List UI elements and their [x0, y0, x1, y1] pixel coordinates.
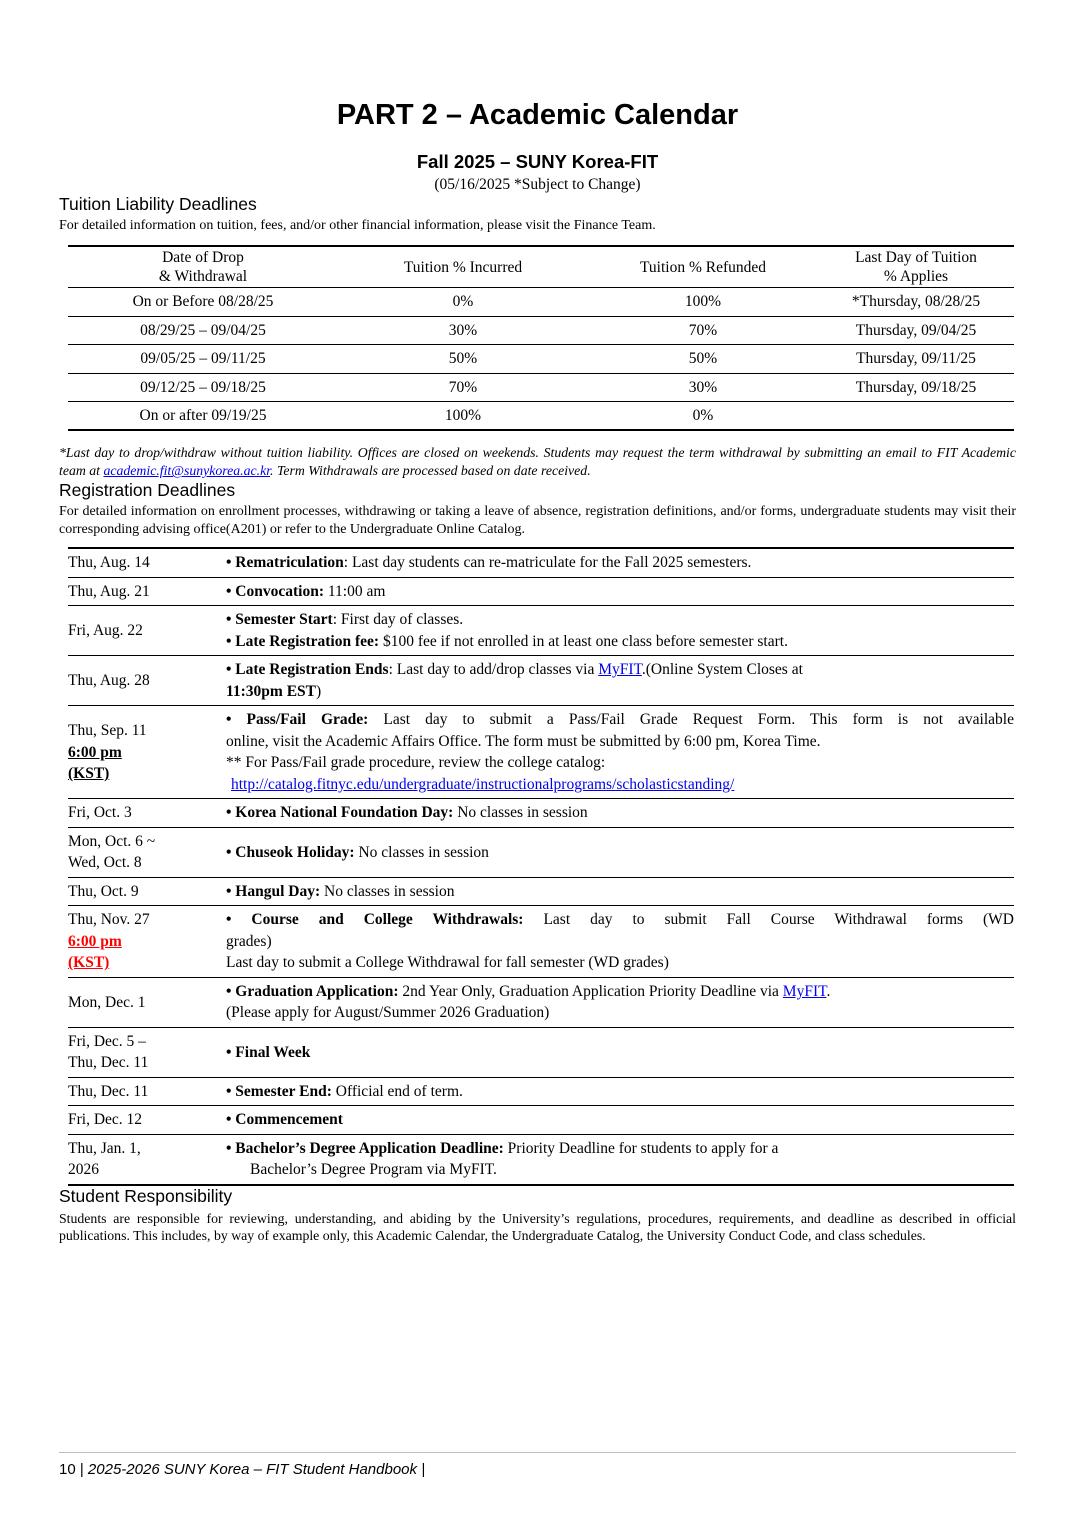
event-cell	[226, 827, 1014, 877]
text-segment: Last day to submit Fall Course Withdrawal forms (WD	[523, 911, 1014, 929]
date-line: Thu, Nov. 27	[68, 911, 150, 929]
date-cell	[68, 977, 226, 1027]
text-segment: • Chuseok Holiday:	[226, 843, 355, 861]
date-line: Thu, Dec. 11	[68, 1082, 149, 1100]
page-number: 10 |	[59, 1461, 88, 1478]
text-segment: • Bachelor’s Degree Application Deadline:	[226, 1139, 504, 1157]
text-segment: No classes in session	[320, 882, 455, 900]
event-text	[226, 981, 1014, 1003]
cell: On or Before 08/28/25	[68, 288, 338, 317]
cell: 0%	[338, 288, 588, 317]
date-cell	[68, 1027, 226, 1077]
event-text	[226, 1138, 1014, 1160]
tuition-table-header	[68, 246, 1014, 288]
cell: On or after 09/19/25	[139, 406, 267, 424]
table-row	[68, 977, 1014, 1027]
event-text	[226, 1002, 1014, 1024]
tuition-table	[68, 245, 1014, 432]
table-row	[68, 288, 1014, 317]
text-segment: • Pass/Fail Grade:	[226, 711, 369, 729]
cell	[818, 402, 1014, 431]
page-subtitle: Fall 2025 – SUNY Korea-FIT	[416, 151, 659, 173]
table-row	[68, 605, 1014, 655]
cell: Thursday, 09/18/25	[818, 373, 1014, 402]
registration-intro: For detailed information on enrollment processes, withdrawing or taking a leave of absence, registration definitions, and/or forms, undergraduate students may visit their corresponding advising office(A201) or refer to the Undergraduate Online Catalog.	[59, 504, 1016, 537]
date-line: 6:00 pm	[68, 743, 122, 761]
text-segment: : Last day to add/drop classes via	[388, 661, 599, 679]
event-cell	[226, 705, 1014, 798]
cell: Thursday, 09/11/25	[818, 345, 1014, 374]
text-segment: • Semester End:	[226, 1082, 332, 1100]
date-line: 6:00 pm	[68, 932, 122, 950]
email-link[interactable]: academic.fit@sunykorea.ac.kr	[103, 463, 271, 479]
column-header: Tuition % Incurred	[338, 246, 588, 288]
registration-table	[68, 547, 1014, 1186]
date-line: Fri, Oct. 3	[68, 804, 132, 822]
column-header: Tuition % Refunded	[588, 246, 818, 288]
text-segment: 11:00 am	[324, 582, 386, 600]
cell: 70%	[588, 316, 818, 345]
date-line: Thu, Sep. 11	[68, 722, 147, 740]
date-cell	[68, 1134, 226, 1184]
text-segment: $100 fee if not enrolled in at least one class before semester start.	[379, 632, 788, 650]
text-segment: • Final Week	[226, 1043, 311, 1061]
footnote-text: *Last day to drop/withdraw without tuition liability. Offices are closed on weekends. Students may request the term withdrawal by submitting an email to FIT Academic team at	[59, 445, 1016, 479]
text-segment: • Graduation Application:	[226, 982, 399, 1000]
date-cell	[68, 705, 226, 798]
date-cell	[68, 827, 226, 877]
text-segment: • Semester Start	[226, 611, 333, 629]
event-text	[226, 731, 1014, 753]
section-heading-responsibility: Student Responsibility	[59, 1185, 233, 1206]
table-row	[68, 577, 1014, 606]
event-text	[226, 659, 1014, 681]
date-line: Thu, Oct. 9	[68, 882, 139, 900]
table-row	[68, 549, 1014, 577]
date-cell	[68, 1077, 226, 1106]
date-line: Fri, Dec. 12	[68, 1111, 143, 1129]
cell: 70%	[338, 373, 588, 402]
event-cell	[226, 577, 1014, 606]
table-row	[68, 1027, 1014, 1077]
event-text	[226, 842, 1014, 864]
event-text	[226, 931, 1014, 953]
text-segment: Last day to submit a Pass/Fail Grade Request Form. This form is not available	[368, 711, 1014, 729]
event-text	[226, 681, 1014, 703]
event-text	[226, 909, 1014, 931]
myfit-link[interactable]: MyFIT	[782, 982, 827, 1000]
cell: *Thursday, 08/28/25	[818, 288, 1014, 317]
cell: 09/12/25 – 09/18/25	[68, 373, 338, 402]
text-segment: No classes in session	[453, 804, 588, 822]
event-cell	[226, 877, 1014, 906]
cell: 08/29/25 – 09/04/25	[68, 316, 338, 345]
table-row	[68, 655, 1014, 705]
column-header: Date of Drop & Withdrawal	[68, 246, 338, 288]
date-cell	[68, 549, 226, 577]
date-line: Thu, Dec. 11	[68, 1054, 149, 1072]
cell: 50%	[338, 345, 588, 374]
date-line: Mon, Oct. 6 ~	[68, 832, 156, 850]
table-row	[68, 827, 1014, 877]
table-row	[68, 1077, 1014, 1106]
text-segment: .	[826, 982, 831, 1000]
text-segment: • Korea National Foundation Day:	[226, 804, 454, 822]
cell: 50%	[588, 345, 818, 374]
event-cell	[226, 905, 1014, 977]
text-segment: : Last day students can re-matriculate for the Fall 2025 semesters.	[343, 554, 752, 572]
text-segment: • Hangul Day:	[226, 882, 321, 900]
event-text	[226, 1042, 1014, 1064]
subtitle-note: (05/16/2025 *Subject to Change)	[434, 176, 641, 194]
event-cell	[226, 977, 1014, 1027]
event-text	[226, 609, 1014, 631]
text-segment: • Course and College Withdrawals:	[226, 911, 524, 929]
date-cell	[68, 798, 226, 827]
text-segment: • Late Registration fee:	[226, 632, 380, 650]
date-cell	[68, 577, 226, 606]
text-segment: No classes in session	[354, 843, 489, 861]
table-row	[68, 877, 1014, 906]
event-cell	[226, 1134, 1014, 1184]
event-text	[226, 552, 1014, 574]
date-line: Fri, Dec. 5 –	[68, 1032, 146, 1050]
date-line: Thu, Jan. 1,	[68, 1139, 141, 1157]
text-segment: • Convocation:	[226, 582, 324, 600]
text-segment: Priority Deadline for students to apply for a	[503, 1139, 779, 1157]
event-text	[226, 1109, 1014, 1131]
event-text	[226, 631, 1014, 653]
event-cell	[226, 1027, 1014, 1077]
text-segment: Last day to submit a College Withdrawal for fall semester (WD grades)	[226, 954, 669, 972]
footnote-text: . Term Withdrawals are processed based on date received.	[270, 463, 591, 479]
event-cell	[226, 1077, 1014, 1106]
cell: 09/05/25 – 09/11/25	[68, 345, 338, 374]
date-line: Wed, Oct. 8	[68, 854, 142, 872]
table-row	[68, 345, 1014, 374]
responsibility-text: Students are responsible for reviewing, understanding, and abiding by the University’s regulations, procedures, requirements, and deadline as described in official publications. This includes, by way of example only, this Academic Calendar, the Undergraduate Catalog, the University Conduct Code, and class schedules.	[59, 1210, 1016, 1243]
event-text	[226, 1081, 1014, 1103]
event-text	[226, 1159, 1014, 1181]
cell: 30%	[588, 373, 818, 402]
catalog-link[interactable]: http://catalog.fitnyc.edu/undergraduate/instructionalprograms/scholasticstanding/	[231, 775, 735, 793]
tuition-footnote	[59, 444, 1016, 480]
table-row	[68, 1105, 1014, 1134]
date-line: Thu, Aug. 14	[68, 554, 150, 572]
column-header: Last Day of Tuition % Applies	[818, 246, 1014, 288]
event-cell	[226, 655, 1014, 705]
text-segment: .(Online System Closes at	[641, 661, 803, 679]
date-cell	[68, 877, 226, 906]
event-text	[226, 881, 1014, 903]
tuition-intro: For detailed information on tuition, fees, and/or other financial information, please visit the Finance Team.	[59, 218, 656, 234]
table-row	[68, 402, 1014, 431]
text-segment: (Please apply for August/Summer 2026 Graduation)	[226, 1004, 550, 1022]
table-row	[68, 1134, 1014, 1184]
table-row	[68, 905, 1014, 977]
date-line: 2026	[68, 1161, 99, 1179]
event-text	[226, 774, 1014, 796]
text-segment: Official end of term.	[331, 1082, 463, 1100]
date-line: Thu, Aug. 21	[68, 582, 150, 600]
table-row	[68, 316, 1014, 345]
event-text	[226, 952, 1014, 974]
text-segment: online, visit the Academic Affairs Office. The form must be submitted by 6:00 pm, Korea Time.	[226, 732, 821, 750]
text-segment: • Commencement	[226, 1111, 343, 1129]
text-segment: Bachelor’s Degree Program via MyFIT.	[250, 1161, 497, 1179]
date-line: (KST)	[68, 765, 110, 783]
text-segment: 11:30pm EST	[226, 682, 317, 700]
cell: 100%	[588, 288, 818, 317]
section-heading-registration: Registration Deadlines	[59, 480, 236, 501]
cell: Thursday, 09/04/25	[818, 316, 1014, 345]
text-segment: )	[316, 682, 322, 700]
cell: 100%	[444, 406, 482, 424]
section-heading-tuition: Tuition Liability Deadlines	[59, 194, 257, 215]
footer-handbook-title: 2025-2026 SUNY Korea – FIT Student Handbook |	[87, 1461, 426, 1478]
date-cell	[68, 905, 226, 977]
page-footer	[59, 1452, 1016, 1478]
text-segment: • Rematriculation	[226, 554, 344, 572]
date-line: Thu, Aug. 28	[68, 672, 150, 690]
event-text	[226, 709, 1014, 731]
event-cell	[226, 605, 1014, 655]
text-segment: ** For Pass/Fail grade procedure, review the college catalog:	[226, 754, 606, 772]
event-text	[226, 752, 1014, 774]
myfit-link[interactable]: MyFIT	[598, 661, 642, 679]
page-title: PART 2 – Academic Calendar	[336, 99, 739, 131]
table-row	[68, 705, 1014, 798]
text-segment: grades)	[226, 932, 272, 950]
date-line: (KST)	[68, 954, 110, 972]
text-segment: 2nd Year Only, Graduation Application Priority Deadline via	[398, 982, 783, 1000]
cell: 0%	[692, 406, 714, 424]
cell: 30%	[338, 316, 588, 345]
event-cell	[226, 549, 1014, 577]
date-line: Mon, Dec. 1	[68, 993, 146, 1011]
table-row	[68, 798, 1014, 827]
date-cell	[68, 605, 226, 655]
text-segment: : First day of classes.	[332, 611, 464, 629]
date-cell	[68, 655, 226, 705]
event-text	[226, 581, 1014, 603]
date-cell	[68, 1105, 226, 1134]
text-segment: • Late Registration Ends	[226, 661, 389, 679]
event-text	[226, 802, 1014, 824]
event-cell	[226, 1105, 1014, 1134]
date-line: Fri, Aug. 22	[68, 622, 143, 640]
table-row	[68, 373, 1014, 402]
event-cell	[226, 798, 1014, 827]
